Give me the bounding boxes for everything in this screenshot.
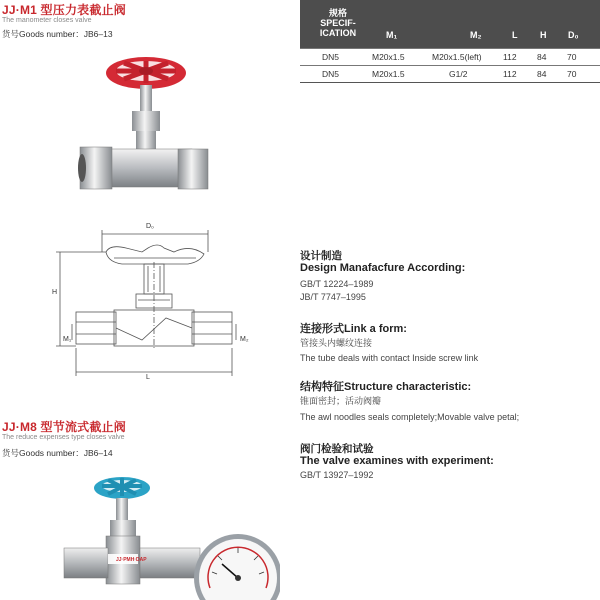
valve-photo-blue <box>60 468 280 600</box>
inspection-heading-en: The valve examines with experiment: <box>300 455 494 467</box>
label-h: H <box>52 289 58 296</box>
spec-table <box>300 0 600 83</box>
spec-label-en1: SPECIF- <box>320 18 356 28</box>
structure-heading: 结构特征Structure characteristic: <box>300 381 472 393</box>
structure-cn: 锥面密封；活动阀瓣 <box>300 396 382 406</box>
product2-title: JJ·M8 型节流式截止阀 <box>2 420 126 434</box>
technical-drawing <box>40 222 265 392</box>
label-d0: D₀ <box>146 223 154 230</box>
product1-title: JJ·M1 型压力表截止阀 <box>2 3 126 17</box>
design-standard-1: GB/T 12224–1989 <box>300 279 374 289</box>
table-row: DN5 M20x1.5 G1/2 112 84 70 <box>300 66 600 83</box>
label-l: L <box>146 374 150 381</box>
design-heading-cn: 设计制造 <box>300 250 342 262</box>
table-row: DN5 M20x1.5 M20x1.5(left) 112 84 70 <box>300 48 600 66</box>
col-m1: M₁ <box>386 30 398 40</box>
col-m2: M₂ <box>470 30 482 40</box>
link-en: The tube deals with contact Inside screw link <box>300 353 479 363</box>
label-m1: M₁ <box>63 336 72 343</box>
spec-table-header <box>300 0 600 48</box>
structure-en: The awl noodles seals completely;Movable valve petal; <box>300 412 520 422</box>
design-standard-2: JB/T 7747–1995 <box>300 292 366 302</box>
valve-tag: JJ·PMH·DAP <box>116 557 147 563</box>
product2-subtitle: The reduce expenses type closes valve <box>2 434 125 441</box>
design-heading-en: Design Manafacfure According: <box>300 262 466 274</box>
product1-goods-number: 货号Goods number：JB6–13 <box>2 29 113 39</box>
spec-label-cn: 规格 <box>328 8 347 18</box>
link-heading: 连接形式Link a form: <box>300 323 407 335</box>
product1-subtitle: The manometer closes valve <box>2 17 92 24</box>
col-l: L <box>512 30 518 40</box>
inspection-standard: GB/T 13927–1992 <box>300 470 374 480</box>
product2-goods-number: 货号Goods number：JB6–14 <box>2 448 113 458</box>
inspection-heading-cn: 阀门检验和试验 <box>300 443 374 455</box>
col-h: H <box>540 30 547 40</box>
col-d0: D₀ <box>568 30 579 40</box>
label-m2: M₂ <box>240 336 249 343</box>
valve-photo-red <box>70 45 220 215</box>
spec-label-en2: ICATION <box>319 28 357 38</box>
link-cn: 管接头内螺纹连接 <box>300 338 373 348</box>
